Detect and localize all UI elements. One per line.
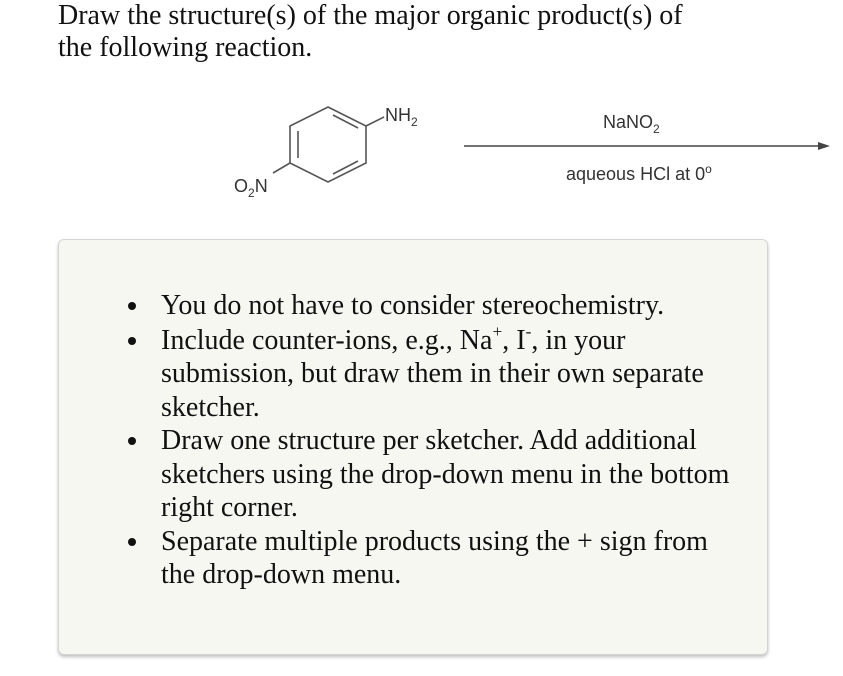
instruction-item (161, 321, 749, 425)
instructions-box (58, 239, 768, 655)
superscript-plus: + (492, 321, 503, 341)
nitro-group-label: $O_2N$ (234, 176, 268, 200)
instruction-text: , I (502, 324, 526, 356)
reagent-below-label: aqueous HCl at 0$^o$ (566, 162, 712, 184)
instruction-text: , in your submission, but draw them in their own separate sketcher. (161, 324, 704, 423)
question-line-2: the following reaction. (58, 32, 313, 63)
amino-group-label: $NH_2$ (385, 105, 418, 129)
reaction-scheme (0, 0, 843, 235)
instructions-list (59, 289, 749, 592)
instruction-text: You do not have to consider stereochemistry. (161, 290, 665, 321)
instruction-item (161, 424, 749, 525)
reagent-above-label: NaNO$_2$ (603, 112, 660, 136)
reaction-arrow (464, 142, 830, 150)
instruction-text: Include counter-ions, e.g., Na (161, 324, 493, 356)
superscript-minus: - (525, 321, 532, 341)
instruction-text: Draw one structure per sketcher. Add additional sketchers using the drop-down menu in the bottom right corner. (161, 425, 730, 523)
instruction-text: Separate multiple products using the + sign from the drop-down menu. (161, 525, 708, 590)
question-line-1: Draw the structure(s) of the major organic product(s) of (58, 0, 683, 31)
instruction-item (161, 525, 749, 592)
benzene-ring (290, 107, 366, 182)
reaction-svg (0, 0, 843, 230)
instruction-item (161, 289, 749, 323)
bond-to-nh2 (366, 117, 384, 126)
bond-to-no2 (273, 163, 290, 173)
